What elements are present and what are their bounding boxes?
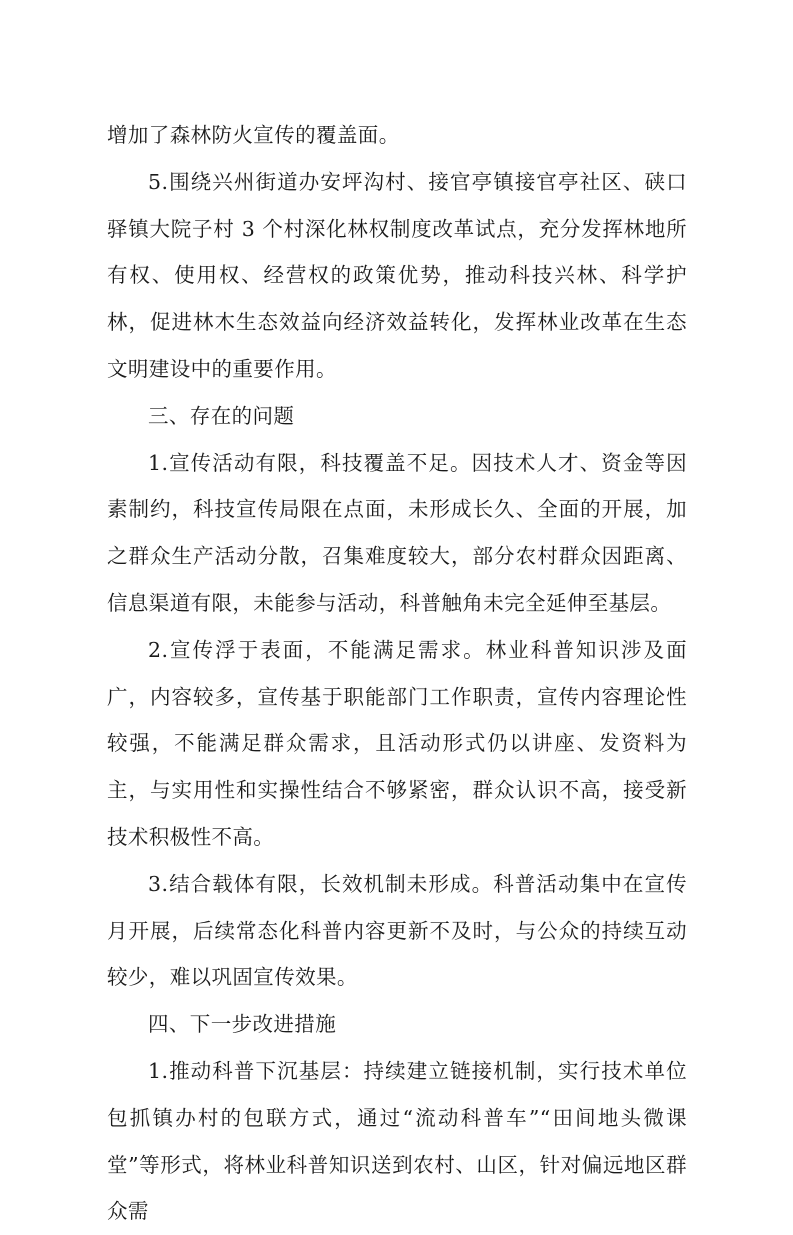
paragraph-item-5: 5.围绕兴州街道办安坪沟村、接官亭镇接官亭社区、硖口驿镇大院子村 3 个村深化林权制度改革试点，充分发挥林地所有权、使用权、经营权的政策优势，推动科技兴林、科学护林，促进林木生态效益向经济效益转化，发挥林业改革在生态文明建设中的重要作用。: [107, 169, 687, 381]
paragraph-continuation: 增加了森林防火宣传的覆盖面。: [107, 123, 400, 147]
section-heading-problems: 三、存在的问题: [148, 403, 295, 428]
paragraph-problem-3: 3.结合载体有限，长效机制未形成。科普活动集中在宣传月开展，后续常态化科普内容更新不及时，与公众的持续互动较少，难以巩固宣传效果。: [107, 871, 687, 990]
paragraph-problem-1: 1.宣传活动有限，科技覆盖不足。因技术人才、资金等因素制约，科技宣传局限在点面，未形成长久、全面的开展，加之群众生产活动分散，召集难度较大，部分农村群众因距离、信息渠道有限，未能参与活动，科普触角未完全延伸至基层。: [107, 450, 687, 615]
paragraph-problem-2: 2.宣传浮于表面，不能满足需求。林业科普知识涉及面广，内容较多，宣传基于职能部门工作职责，宣传内容理论性较强，不能满足群众需求，且活动形式仍以讲座、发资料为主，与实用性和实操性结合不够紧密，群众认识不高，接受新技术积极性不高。: [107, 637, 687, 849]
paragraph-measure-1: 1.推动科普下沉基层：持续建立链接机制，实行技术单位包抓镇办村的包联方式，通过“流动科普车”“田间地头微课堂”等形式，将林业科普知识送到农村、山区，针对偏远地区群众需: [107, 1058, 687, 1224]
document-body: [107, 112, 687, 1235]
section-heading-next-steps: 四、下一步改进措施: [148, 1012, 337, 1037]
